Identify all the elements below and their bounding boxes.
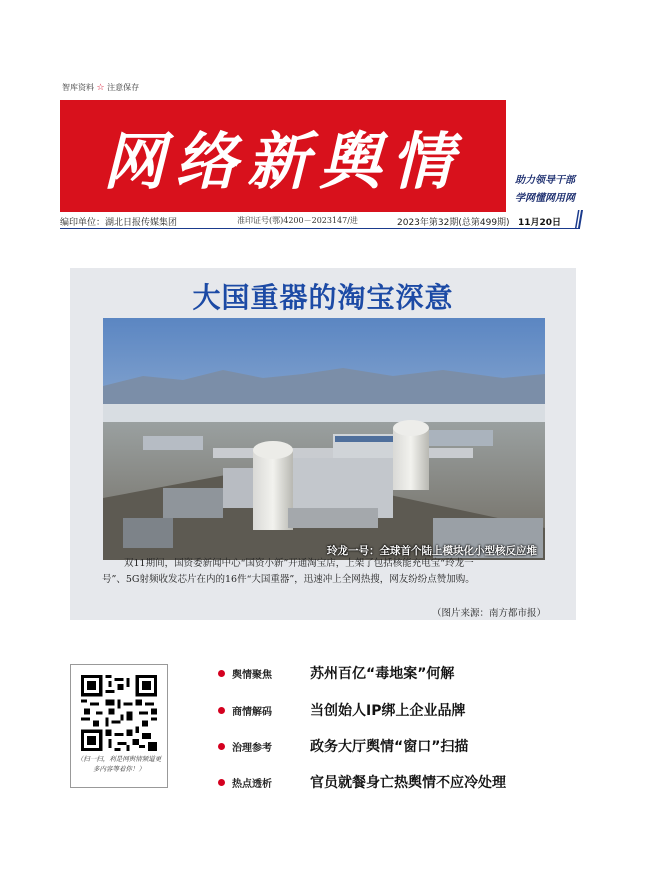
issue-info: 2023年第32期(总第499期) bbox=[397, 218, 510, 228]
photo-caption: 玲龙一号：全球首个陆上模块化小型核反应堆 bbox=[327, 545, 537, 557]
issue-date: 11月20日 bbox=[518, 218, 562, 228]
note-right: 注意保存 bbox=[107, 83, 140, 92]
feature-photo bbox=[103, 318, 545, 560]
toc-title[interactable]: 官员就餐身亡热舆情不应冷处理 bbox=[310, 775, 506, 791]
bullet-icon bbox=[218, 707, 225, 714]
toc-category: 舆情聚焦 bbox=[232, 670, 272, 681]
toc-item[interactable] bbox=[218, 664, 578, 684]
slogan bbox=[515, 172, 575, 208]
toc-category: 商情解码 bbox=[232, 707, 272, 718]
feature-story bbox=[70, 556, 576, 619]
story-line-2: 号”、5G射频收发芯片在内的16件“大国重器”，迅速冲上全网热搜，网友纷纷点赞加购。 bbox=[102, 574, 475, 585]
toc-title[interactable]: 苏州百亿“毒地案”何解 bbox=[310, 666, 455, 682]
toc-title[interactable]: 当创始人IP绑上企业品牌 bbox=[310, 703, 466, 719]
bullet-icon bbox=[218, 779, 225, 786]
masthead bbox=[60, 100, 506, 212]
toc-category: 治理参考 bbox=[232, 743, 272, 754]
masthead-title: 网络新舆情 bbox=[102, 124, 463, 198]
photo-credit: （图片来源：南方都市报） bbox=[431, 608, 546, 619]
slogan-line-2: 学网懂网用网 bbox=[515, 193, 575, 204]
editor-info: 编印单位：湖北日报传媒集团 bbox=[60, 218, 178, 228]
toc-item[interactable] bbox=[218, 701, 578, 721]
qr-caption: （扫一扫，利是网舆情频道更多内容等着你！） bbox=[76, 755, 162, 773]
bullet-icon bbox=[218, 743, 225, 750]
qr-box bbox=[70, 664, 168, 788]
license-info: 准印证号(鄂)4200－2023147/进 bbox=[237, 216, 358, 225]
bullet-icon bbox=[218, 670, 225, 677]
toc-title[interactable]: 政务大厅舆情“窗口”扫描 bbox=[310, 739, 469, 755]
qr-code-icon[interactable] bbox=[81, 675, 157, 751]
feature-block bbox=[70, 268, 576, 620]
toc-category: 热点透析 bbox=[232, 779, 272, 790]
top-note bbox=[62, 82, 139, 93]
feature-headline: 大国重器的淘宝深意 bbox=[192, 281, 454, 314]
slogan-line-1: 助力领导干部 bbox=[515, 175, 575, 186]
story-line-1: 双11期间，国资委新闻中心“国资小新”开通淘宝店，上架了包括核能充电宝“玲龙一 bbox=[124, 558, 474, 569]
nuclear-plant-illustration bbox=[103, 318, 545, 560]
star-icon: ☆ bbox=[96, 83, 105, 93]
note-left: 智库资料 bbox=[62, 83, 94, 92]
info-bar bbox=[60, 214, 580, 229]
slash-decoration-icon bbox=[575, 210, 585, 228]
toc-item[interactable] bbox=[218, 773, 578, 793]
toc-item[interactable] bbox=[218, 737, 578, 757]
